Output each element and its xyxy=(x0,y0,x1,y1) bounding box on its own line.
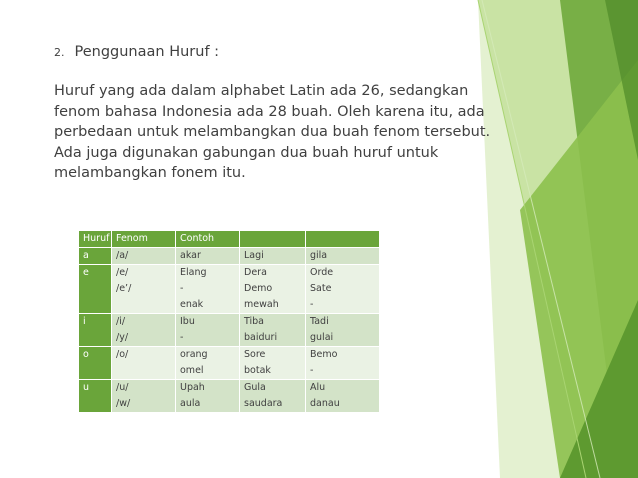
cell-line: akar xyxy=(180,250,201,261)
cell-contoh-2 xyxy=(240,314,306,347)
cell-huruf: u xyxy=(79,380,112,413)
cell-contoh-2 xyxy=(240,380,306,413)
cell-line: Dera xyxy=(244,267,267,278)
header-blank-1 xyxy=(240,231,306,248)
cell-line: baiduri xyxy=(244,332,278,343)
cell-line: /a/ xyxy=(116,250,129,261)
table-row xyxy=(79,248,380,265)
body-paragraph: Huruf yang ada dalam alphabet Latin ada 26, sedangkan fenom bahasa Indonesia ada 28 buah. Oleh karena itu, ada perbedaan untuk melambangkan dua buah fenom tersebut. Ada juga digunakan gabungan dua buah huruf untuk melambangkan fonem itu. xyxy=(54,83,491,181)
cell-line: Tadi xyxy=(310,316,329,327)
table-row xyxy=(79,265,380,314)
cell-contoh-3 xyxy=(306,265,380,314)
table-row xyxy=(79,380,380,413)
table-body xyxy=(79,248,380,413)
list-heading xyxy=(54,44,219,60)
header-contoh: Contoh xyxy=(176,231,240,248)
cell-contoh-2 xyxy=(240,347,306,380)
cell-line: - xyxy=(310,299,314,310)
cell-fenom xyxy=(112,248,176,265)
cell-line: enak xyxy=(180,299,204,310)
cell-line: Sate xyxy=(310,283,332,294)
cell-contoh-1 xyxy=(176,314,240,347)
cell-contoh-3 xyxy=(306,380,380,413)
cell-line: Ibu xyxy=(180,316,195,327)
cell-line: aula xyxy=(180,398,201,409)
cell-line: Gula xyxy=(244,382,266,393)
cell-huruf: i xyxy=(79,314,112,347)
cell-contoh-1 xyxy=(176,248,240,265)
cell-contoh-3 xyxy=(306,314,380,347)
cell-huruf: e xyxy=(79,265,112,314)
header-blank-2 xyxy=(306,231,380,248)
cell-line: Alu xyxy=(310,382,326,393)
cell-line: /y/ xyxy=(116,332,129,343)
cell-contoh-3 xyxy=(306,347,380,380)
cell-line: saudara xyxy=(244,398,283,409)
cell-line: Demo xyxy=(244,283,273,294)
cell-line: gulai xyxy=(310,332,334,343)
heading-text: Penggunaan Huruf : xyxy=(74,44,220,60)
table-header-row xyxy=(79,231,380,248)
cell-line: /e’/ xyxy=(116,283,132,294)
cell-huruf: a xyxy=(79,248,112,265)
cell-contoh-2 xyxy=(240,248,306,265)
cell-fenom xyxy=(112,347,176,380)
header-fenom: Fenom xyxy=(112,231,176,248)
cell-fenom xyxy=(112,380,176,413)
cell-huruf: o xyxy=(79,347,112,380)
cell-line: Elang xyxy=(180,267,207,278)
cell-line: Lagi xyxy=(244,250,264,261)
cell-line: Orde xyxy=(310,267,334,278)
cell-line: - xyxy=(180,283,184,294)
cell-line: /i/ xyxy=(116,316,126,327)
list-number: 2. xyxy=(54,46,65,59)
cell-contoh-1 xyxy=(176,347,240,380)
cell-contoh-3 xyxy=(306,248,380,265)
cell-contoh-1 xyxy=(176,380,240,413)
table-row xyxy=(79,314,380,347)
header-huruf: Huruf xyxy=(79,231,112,248)
cell-line: /o/ xyxy=(116,349,129,360)
cell-contoh-1 xyxy=(176,265,240,314)
cell-line: /w/ xyxy=(116,398,131,409)
table-row xyxy=(79,347,380,380)
cell-line: mewah xyxy=(244,299,279,310)
cell-fenom xyxy=(112,265,176,314)
cell-line: - xyxy=(310,365,314,376)
cell-fenom xyxy=(112,314,176,347)
phoneme-table xyxy=(78,230,380,413)
cell-line: /u/ xyxy=(116,382,129,393)
cell-line: /e/ xyxy=(116,267,129,278)
cell-line: botak xyxy=(244,365,271,376)
cell-line: Tiba xyxy=(244,316,265,327)
cell-line: Upah xyxy=(180,382,205,393)
cell-line: orang xyxy=(180,349,208,360)
cell-contoh-2 xyxy=(240,265,306,314)
cell-line: gila xyxy=(310,250,328,261)
cell-line: omel xyxy=(180,365,204,376)
cell-line: Sore xyxy=(244,349,266,360)
cell-line: Bemo xyxy=(310,349,338,360)
cell-line: danau xyxy=(310,398,340,409)
cell-line: - xyxy=(180,332,184,343)
